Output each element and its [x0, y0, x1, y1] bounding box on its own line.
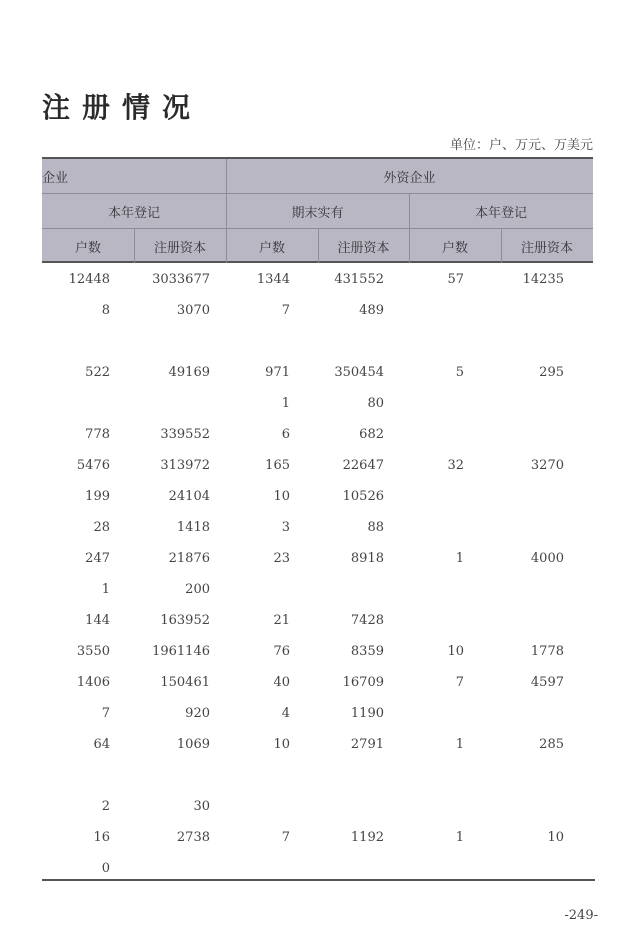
table-row [42, 450, 593, 481]
cell-count [412, 388, 464, 419]
cell-capital: 682 [359, 427, 384, 442]
cell-count [412, 574, 464, 605]
cell-count: 8 [101, 303, 110, 318]
cell-count [227, 574, 290, 605]
cell-count: 3 [281, 520, 290, 535]
cell-count [412, 295, 464, 326]
header-col-capital: 注册资本 [337, 240, 390, 256]
cell-count [412, 605, 464, 636]
cell-count: 247 [85, 551, 110, 566]
cell-capital [502, 698, 564, 729]
cell-capital: 295 [539, 365, 564, 380]
header-col-capital: 注册资本 [520, 240, 573, 256]
cell-count: 1 [101, 582, 110, 597]
cell-capital: 163952 [160, 613, 210, 628]
cell-count: 16 [93, 830, 110, 845]
cell-capital: 200 [185, 582, 210, 597]
cell-capital [502, 481, 564, 512]
table-row [42, 760, 593, 791]
cell-capital: 1778 [530, 644, 564, 659]
table-row [42, 295, 593, 326]
cell-capital: 489 [359, 303, 384, 318]
cell-capital [502, 574, 564, 605]
cell-count: 1 [455, 737, 464, 752]
cell-capital [132, 760, 210, 791]
table-row [42, 264, 593, 295]
cell-count: 23 [273, 551, 290, 566]
cell-capital [502, 326, 564, 357]
cell-count: 10 [273, 737, 290, 752]
cell-capital: 10526 [342, 489, 384, 504]
cell-capital [318, 326, 384, 357]
cell-count: 40 [273, 675, 290, 690]
cell-capital: 49169 [168, 365, 210, 380]
cell-capital: 4597 [530, 675, 564, 690]
cell-count [412, 326, 464, 357]
header-enterprise: 企业 [42, 170, 69, 186]
cell-capital: 30 [193, 799, 210, 814]
cell-capital: 1961146 [152, 644, 210, 659]
table-row [42, 512, 593, 543]
cell-capital [502, 512, 564, 543]
cell-count: 10 [447, 644, 464, 659]
cell-capital: 4000 [530, 551, 564, 566]
cell-count: 7 [281, 303, 290, 318]
cell-count: 7 [101, 706, 110, 721]
cell-count: 76 [273, 644, 290, 659]
header-col-count: 户数 [441, 240, 468, 256]
cell-capital: 1069 [176, 737, 210, 752]
header-col-count: 户数 [258, 240, 285, 256]
cell-capital: 14235 [522, 272, 564, 287]
cell-capital [502, 760, 564, 791]
cell-count: 165 [265, 458, 290, 473]
cell-capital: 313972 [160, 458, 210, 473]
cell-count [227, 760, 290, 791]
table-row [42, 791, 593, 822]
cell-capital [132, 326, 210, 357]
cell-capital: 22647 [342, 458, 384, 473]
cell-count [42, 760, 110, 791]
cell-count [227, 791, 290, 822]
table-row [42, 636, 593, 667]
cell-count [412, 481, 464, 512]
table-row [42, 729, 593, 760]
cell-capital [502, 419, 564, 450]
cell-count [227, 326, 290, 357]
bottom-rule [42, 879, 595, 881]
table-row [42, 419, 593, 450]
cell-count: 144 [85, 613, 110, 628]
cell-capital: 80 [367, 396, 384, 411]
cell-capital: 431552 [334, 272, 384, 287]
cell-capital [318, 791, 384, 822]
cell-count: 7 [281, 830, 290, 845]
cell-capital: 285 [539, 737, 564, 752]
cell-count: 64 [93, 737, 110, 752]
cell-count: 57 [447, 272, 464, 287]
cell-count: 28 [93, 520, 110, 535]
table-row [42, 481, 593, 512]
cell-count: 3550 [76, 644, 110, 659]
cell-capital: 8918 [350, 551, 384, 566]
cell-count: 971 [265, 365, 290, 380]
cell-count [412, 698, 464, 729]
cell-count [42, 388, 110, 419]
cell-count: 1 [455, 551, 464, 566]
cell-count: 778 [85, 427, 110, 442]
cell-count: 5 [455, 365, 464, 380]
cell-count: 1406 [76, 675, 110, 690]
cell-count: 522 [85, 365, 110, 380]
cell-capital: 3270 [530, 458, 564, 473]
table-header [42, 157, 593, 263]
table-row [42, 326, 593, 357]
cell-capital: 8359 [350, 644, 384, 659]
cell-capital: 24104 [168, 489, 210, 504]
cell-count [412, 791, 464, 822]
header-col-count: 户数 [74, 240, 101, 256]
cell-capital: 3070 [176, 303, 210, 318]
table-row [42, 667, 593, 698]
cell-capital: 339552 [160, 427, 210, 442]
cell-count: 12448 [68, 272, 110, 287]
cell-count: 1344 [256, 272, 290, 287]
table-row [42, 605, 593, 636]
cell-count: 7 [455, 675, 464, 690]
table-row [42, 543, 593, 574]
cell-count: 1 [455, 830, 464, 845]
cell-count: 199 [85, 489, 110, 504]
page-number: -249- [564, 908, 598, 923]
cell-count: 6 [281, 427, 290, 442]
cell-capital: 7428 [350, 613, 384, 628]
cell-capital [318, 574, 384, 605]
cell-capital: 350454 [334, 365, 384, 380]
cell-count: 0 [101, 861, 110, 876]
cell-capital: 3033677 [152, 272, 210, 287]
cell-capital [318, 760, 384, 791]
cell-capital [132, 388, 210, 419]
cell-capital: 920 [185, 706, 210, 721]
table-body [42, 264, 593, 884]
cell-capital: 21876 [168, 551, 210, 566]
header-foreign-enterprise: 外资企业 [383, 170, 436, 186]
header-registered-this-year: 本年登记 [107, 205, 160, 221]
cell-count [412, 419, 464, 450]
cell-capital: 16709 [342, 675, 384, 690]
cell-count [42, 326, 110, 357]
cell-capital: 150461 [160, 675, 210, 690]
table-row [42, 574, 593, 605]
cell-capital [502, 605, 564, 636]
header-end-of-period: 期末实有 [291, 205, 344, 221]
page-title: 注册情况 [42, 91, 203, 124]
cell-capital: 1192 [350, 830, 384, 845]
cell-count: 21 [273, 613, 290, 628]
unit-label: 单位：户、万元、万美元 [449, 138, 593, 153]
table-row [42, 388, 593, 419]
cell-count [412, 512, 464, 543]
cell-count [412, 760, 464, 791]
cell-count: 2 [101, 799, 110, 814]
table-row [42, 698, 593, 729]
header-foreign-registered-this-year: 本年登记 [474, 205, 527, 221]
cell-capital: 1418 [176, 520, 210, 535]
cell-capital [502, 388, 564, 419]
cell-capital: 1190 [350, 706, 384, 721]
cell-capital [502, 295, 564, 326]
cell-capital: 2738 [176, 830, 210, 845]
cell-count: 4 [281, 706, 290, 721]
cell-count: 5476 [76, 458, 110, 473]
cell-capital [502, 791, 564, 822]
cell-count: 1 [281, 396, 290, 411]
cell-count: 32 [447, 458, 464, 473]
table-row [42, 357, 593, 388]
header-col-capital: 注册资本 [153, 240, 206, 256]
cell-capital: 10 [547, 830, 564, 845]
cell-capital: 2791 [350, 737, 384, 752]
cell-capital: 88 [367, 520, 384, 535]
table-row [42, 822, 593, 853]
cell-count: 10 [273, 489, 290, 504]
